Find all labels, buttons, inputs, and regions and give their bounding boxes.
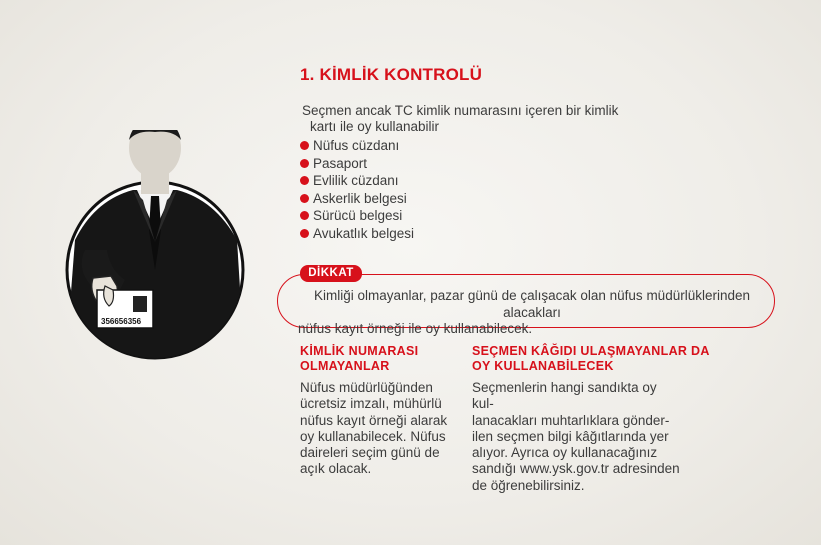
intro-text xyxy=(302,103,622,135)
list-item xyxy=(300,190,414,208)
left-text-line: daireleri seçim günü de xyxy=(300,445,440,461)
warning-line-1: Kimliği olmayanlar, pazar günü de çalışacak olan nüfus müdürlüklerinden alacakları xyxy=(314,288,750,320)
right-text-line: alıyor. Ayrıca oy kullanacağınız xyxy=(472,445,658,461)
bullet-icon xyxy=(300,176,309,185)
left-text-line: açık olacak. xyxy=(300,461,372,477)
intro-line-1: Seçmen ancak TC kimlik numarasını içeren bir kimlik xyxy=(302,103,619,118)
right-text-line: lanacakları muhtarlıklara gönder- xyxy=(472,412,670,428)
right-column-text xyxy=(472,380,682,494)
left-text-line: Nüfus müdürlüğünden xyxy=(300,380,433,395)
page-title: 1. KİMLİK KONTROLÜ xyxy=(300,65,483,84)
right-text-line: ilen seçmen bilgi kâğıtlarında yer xyxy=(472,428,669,444)
document-list xyxy=(300,137,414,242)
right-title-line-1: SEÇMEN KÂĞIDI ULAŞMAYANLAR DA xyxy=(472,344,710,358)
right-text-line: de öğrenebilirsiniz. xyxy=(472,477,585,493)
left-title-line-2: OLMAYANLAR xyxy=(300,359,390,373)
right-text-line: sandığı www.ysk.gov.tr adresinden xyxy=(472,461,680,477)
document-label: Pasaport xyxy=(313,155,368,171)
warning-label: DİKKAT xyxy=(300,265,362,282)
warning-line-2: nüfus kayıt örneği ile oy kullanabilecek. xyxy=(298,321,533,336)
bullet-icon xyxy=(300,159,309,168)
left-column-text xyxy=(300,380,460,478)
document-label: Sürücü belgesi xyxy=(313,208,403,223)
document-label: Nüfus cüzdanı xyxy=(313,138,400,153)
bullet-icon xyxy=(300,194,309,203)
right-column-title xyxy=(472,344,732,374)
id-card-number: 356656356 xyxy=(101,317,142,326)
bullet-icon xyxy=(300,141,309,150)
intro-line-2: kartı ile oy kullanabilir xyxy=(310,119,440,134)
left-title-line-1: KİMLİK NUMARASI xyxy=(300,344,419,358)
list-item xyxy=(300,137,414,155)
voter-illustration xyxy=(55,130,255,360)
list-item xyxy=(300,172,414,190)
list-item xyxy=(300,155,414,173)
right-text-line: Seçmenlerin hangi sandıkta oy kul- xyxy=(472,380,657,412)
document-label: Avukatlık belgesi xyxy=(313,225,415,241)
document-label: Askerlik belgesi xyxy=(313,190,407,206)
list-item xyxy=(300,225,414,243)
bullet-icon xyxy=(300,211,309,220)
left-text-line: oy kullanabilecek. Nüfus xyxy=(300,428,446,444)
left-column-title xyxy=(300,344,450,374)
right-title-line-2: OY KULLANABİLECEK xyxy=(472,359,614,373)
bullet-icon xyxy=(300,229,309,238)
left-text-line: ücretsiz imzalı, mühürlü xyxy=(300,396,442,412)
list-item xyxy=(300,207,414,225)
document-label: Evlilik cüzdanı xyxy=(313,173,399,188)
warning-text xyxy=(292,288,772,338)
left-text-line: nüfus kayıt örneği alarak xyxy=(300,412,448,428)
